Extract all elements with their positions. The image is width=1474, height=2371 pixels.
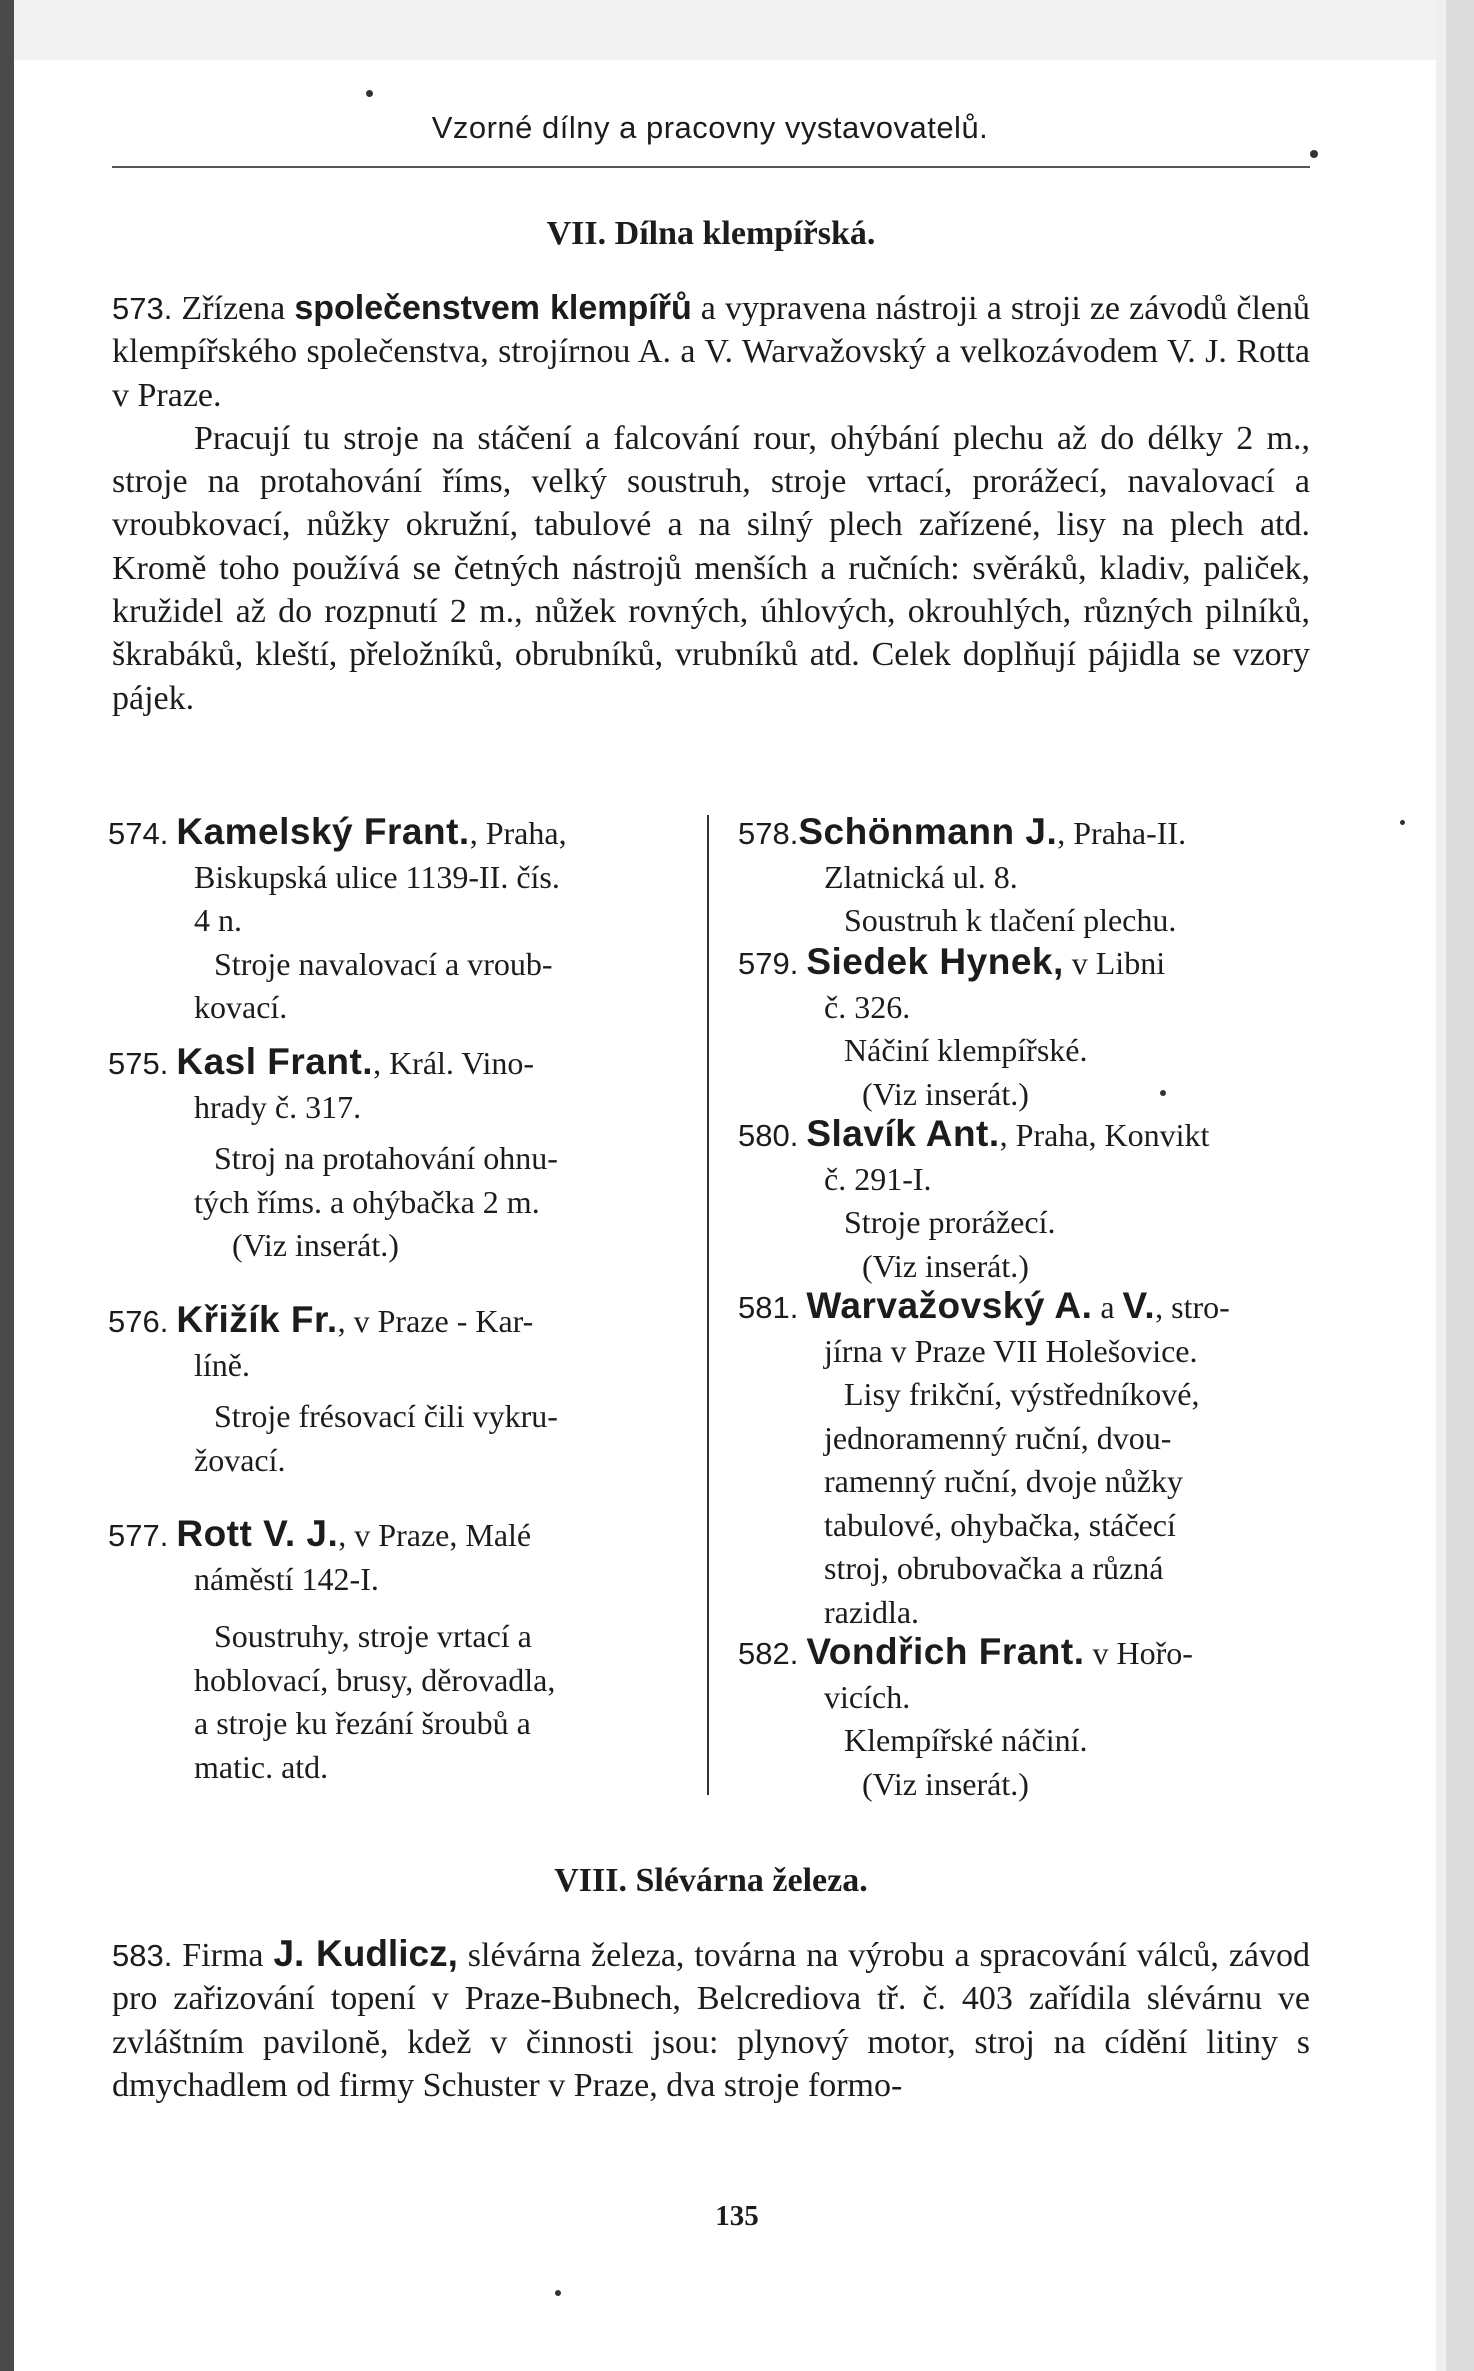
- item-number: 573.: [112, 291, 173, 326]
- entry-580: 580. Slavík Ant., Praha, Konvikt č. 291-I. Stroje prorážecí. (Viz inserát.): [738, 1113, 1210, 1284]
- print-speck: [1310, 150, 1318, 158]
- emphasis: J. Kudlicz,: [273, 1933, 458, 1974]
- entry-577: 577. Rott V. J., v Praze, Malé náměstí 142-I. Soustruhy, stroje vrtací a hoblovací, brusy, děrovadla, a stroje ku řezání šroubů a matic. atd.: [108, 1513, 556, 1785]
- left-page-edge: [0, 0, 14, 2371]
- page-number: 135: [715, 2200, 759, 2232]
- entry-574: 574. Kamelský Frant., Praha, Biskupská ulice 1139-II. čís. 4 n. Stroje navalovací a vroub- kovací.: [108, 811, 567, 1025]
- top-smudge: [14, 0, 1436, 60]
- entry-575: 575. Kasl Frant., Král. Vino- hrady č. 317. Stroj na protahování ohnu- tých říms. a ohýbačka 2 m. (Viz inserát.): [108, 1041, 558, 1263]
- section-title-vii: VII. Dílna klempířská.: [546, 215, 876, 252]
- entry-576: 576. Křižík Fr., v Praze - Kar- líně. Stroje frésovací čili vykru- žovací.: [108, 1299, 558, 1478]
- right-page-shadow: [1436, 0, 1446, 2371]
- print-speck: [366, 90, 373, 97]
- entry-582: 582. Vondřich Frant. v Hořo- vicích. Klempířské náčiní. (Viz inserát.): [738, 1631, 1193, 1802]
- right-page-edge: [1446, 0, 1474, 2371]
- exhibitor-name: Warvažovský A.: [806, 1285, 1093, 1326]
- exhibitor-name: Kasl Frant.: [176, 1041, 374, 1082]
- emphasis: společenstvem klempířů: [294, 289, 692, 327]
- print-speck: [555, 2290, 561, 2296]
- exhibitor-name-2: V.: [1122, 1285, 1156, 1326]
- exhibitor-name: Vondřich Frant.: [806, 1631, 1085, 1672]
- exhibitor-name: Siedek Hynek,: [806, 941, 1064, 982]
- item-number: 583.: [112, 1938, 173, 1973]
- print-speck: [1400, 820, 1405, 825]
- entry-578: 578.Schönmann J., Praha-II. Zlatnická ul. 8. Soustruh k tlačení plechu.: [738, 811, 1187, 938]
- exhibitor-name: Slavík Ant.: [806, 1113, 1000, 1154]
- paragraph-573-body: Pracují tu stroje na stáčení a falcování rour, ohýbání plechu až do délky 2 m., stroje na protahování říms, velký soustruh, stroje vrtací, prorážecí, navalovací a vroubkovací, nůžky okružní, tabulové a na silný plech zařízené, lisy na plech atd. Kromě toho používá se četných nástrojů menších a ručních: svěráků, kladiv, paliček, kružidel až do rozpnutí 2 m., nůžek rovných, úhlových, okrouhlých, různých pilníků, škrabáků, kleští, přeložníků, obrubníků, vrubníků atd. Celek doplňují pájidla se vzory pájek.: [112, 419, 1310, 717]
- print-speck: [1160, 1090, 1166, 1096]
- exhibitor-name: Rott V. J.: [176, 1513, 339, 1554]
- section-title-viii: VIII. Slévárna železa.: [554, 1862, 868, 1899]
- exhibitor-name: Kamelský Frant.: [176, 811, 470, 852]
- entry-579: 579. Siedek Hynek, v Libni č. 326. Náčiní klempířské. (Viz inserát.): [738, 941, 1166, 1112]
- column-divider: [707, 815, 709, 1795]
- paragraph-583: 583. Firma J. Kudlicz, slévárna železa, továrna na výrobu a spracování válců, závod pro zařizování topení v Praze-Bubnech, Belcrediova tř. č. 403 zařídila slévárnu ve zvláštním pavilonĕ, kdež v činnosti jsou: plynový motor, stroj na cídění litiny s dmychadlem od firmy Schuster v Praze, dva stroje formo-: [112, 1933, 1310, 2104]
- paragraph-573: 573. Zřízena společenstvem klempířů a vypravena nástroji a stroji ze závodů členů klempířského společenstva, strojírnou A. a V. Warvažovský a velkozávodem V. J. Rotta v Praze. Pracují tu stroje na stáčení a falcování rour, ohýbání plechu až do délky 2 m., stroje na protahování říms, velký soustruh, stroje vrtací, prorážecí, navalovací a vroubkovací, nůžky okružní, tabulové a na silný plech zařízené, lisy na plech atd. Kromě toho používá se četných nástrojů menších a ručních: svěráků, kladiv, paliček, kružidel až do rozpnutí 2 m., nůžek rovných, úhlových, okrouhlých, různých pilníků, škrabáků, kleští, přeložníků, obrubníků, vrubníků atd. Celek doplňují pájidla se vzory pájek.: [112, 289, 1310, 717]
- exhibitor-name: Schönmann J.: [798, 811, 1058, 852]
- exhibitor-name: Křižík Fr.: [176, 1299, 338, 1340]
- entry-581: 581. Warvažovský A. a V., stro- jírna v Praze VII Holešovice. Lisy frikční, výstředníkové, jednoramenný ruční, dvou- ramenný ruční, dvoje nůžky tabulové, ohybačka, stáčecí stroj, obrubovačka a různá razidla.: [738, 1285, 1230, 1630]
- header-rule: [112, 166, 1310, 168]
- running-header: Vzorné dílny a pracovny vystavovatelů.: [431, 110, 989, 145]
